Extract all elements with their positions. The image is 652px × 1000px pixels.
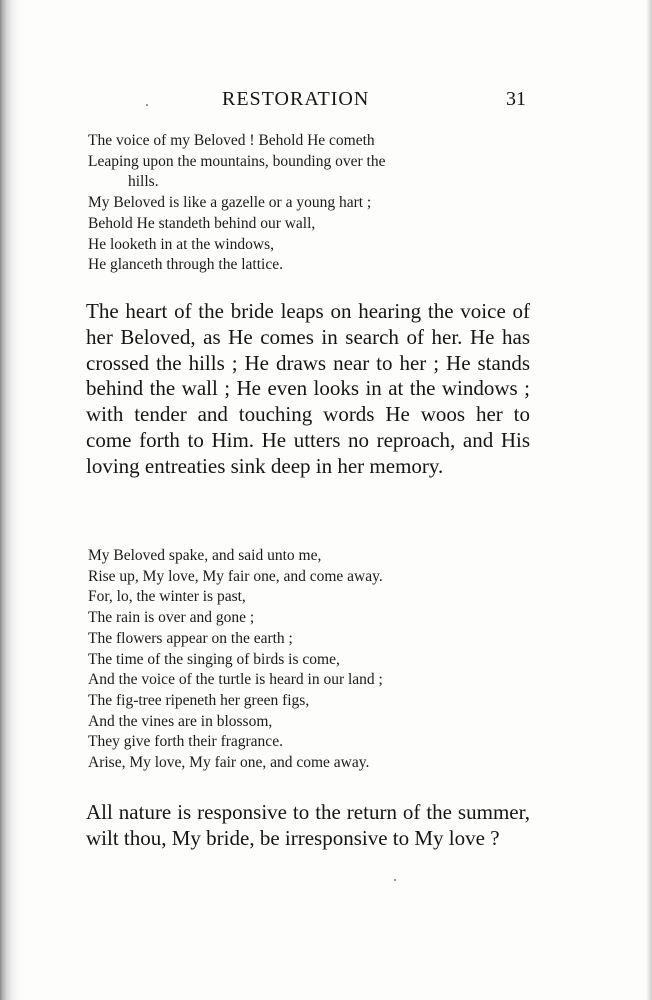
verse-line: They give forth their fragrance. xyxy=(88,733,283,751)
body-paragraph-2: All nature is responsive to the return of the summer, wilt thou, My bride, be irresponsive to My love ? xyxy=(86,800,530,850)
verse-line: He glanceth through the lattice. xyxy=(88,256,283,274)
verse-line: The rain is over and gone ; xyxy=(88,609,255,627)
verse-quotation-1 xyxy=(88,131,538,276)
body-paragraph-1: The heart of the bride leaps on hearing the voice of her Beloved, as He comes in search of her. He has crossed the hills ; He draws near to her ; He stands behind the wall ; He even looks in at the windows ; with tender and touching words He woos her to come forth to Him. He utters no reproach, and His loving entreaties sink deep in her memory. xyxy=(86,299,530,478)
verse-line: Rise up, My love, My fair one, and come away. xyxy=(88,567,383,585)
verse-quotation-2 xyxy=(88,546,538,774)
verse-line: And the vines are in blossom, xyxy=(88,712,273,730)
page-number: 31 xyxy=(506,88,526,110)
verse-line: Behold He standeth behind our wall, xyxy=(88,214,316,232)
print-speck xyxy=(146,104,148,106)
book-binding-shadow xyxy=(0,0,22,1000)
verse-line: My Beloved is like a gazelle or a young hart ; xyxy=(88,194,372,212)
print-speck xyxy=(394,879,396,881)
verse-line: He looketh in at the windows, xyxy=(88,235,274,253)
verse-line: My Beloved spake, and said unto me, xyxy=(88,547,322,564)
verse-line: For, lo, the winter is past, xyxy=(88,588,246,606)
verse-line: The time of the singing of birds is come, xyxy=(88,650,340,668)
verse-line: And the voice of the turtle is heard in our land ; xyxy=(88,671,383,689)
verse-line: The flowers appear on the earth ; xyxy=(88,629,293,647)
verse-line-continuation: hills. xyxy=(128,173,159,191)
verse-line: The voice of my Beloved ! Behold He cometh xyxy=(88,132,375,149)
verse-line: The fig-tree ripeneth her green figs, xyxy=(88,691,310,709)
running-title: RESTORATION xyxy=(222,88,370,110)
page-edge-shadow xyxy=(646,0,652,1000)
page-header xyxy=(88,88,528,112)
verse-line: Leaping upon the mountains, bounding over the xyxy=(88,152,386,170)
verse-line: Arise, My love, My fair one, and come away. xyxy=(88,754,370,772)
